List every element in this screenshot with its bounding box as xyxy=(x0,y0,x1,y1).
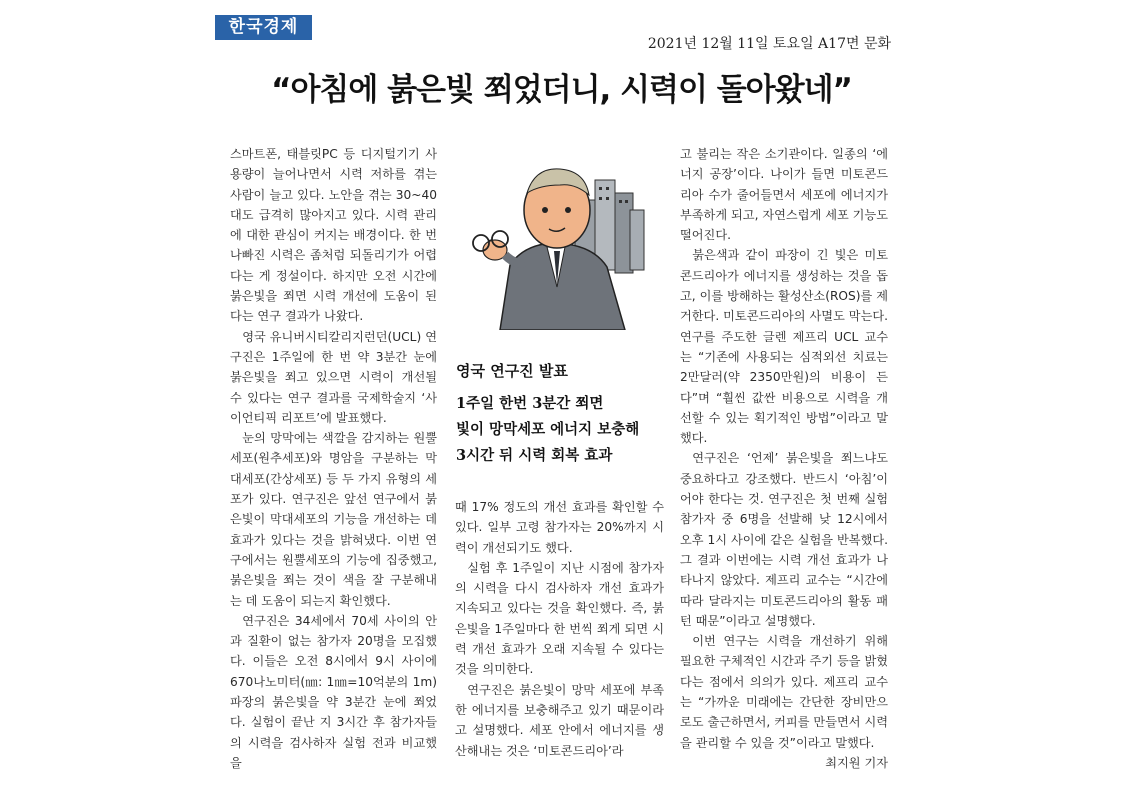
byline: 최지원 기자 xyxy=(825,755,888,770)
headline: “아침에 붉은빛 쬐었더니, 시력이 돌아왔네” xyxy=(271,72,852,108)
paragraph: 영국 유니버시티칼리지런던(UCL) 연구진은 1주일에 한 번 약 3분간 눈에 붉은빛을 쬐고 있으면 시력이 개선될 수 있다는 연구 결과를 국제학술지 ‘사이언티픽 리포트’에 발표했다. xyxy=(230,329,437,425)
article-column-2 xyxy=(455,497,664,761)
illustration-image xyxy=(465,155,645,330)
article-column-3 xyxy=(680,144,888,773)
subheadline xyxy=(456,360,666,469)
subhead-line: 1주일 한번 3분간 쬐면 xyxy=(456,395,604,412)
paragraph: 고 불리는 작은 소기관이다. 일종의 ‘에너지 공장’이다. 나이가 들면 미토콘드리아 수가 줄어들면서 세포에 에너지가 부족하게 되고, 자연스럽게 세포 기능도 떨어진다. xyxy=(680,147,888,243)
paragraph: 연구진은 34세에서 70세 사이의 안과 질환이 없는 참가자 20명을 모집했다. 이들은 오전 8시에서 9시 사이에 670나노미터(㎚: 1㎚=10억분의 1m) 파장의 붉은빛을 약 3분간 눈에 쬐었다. 실험이 끝난 지 3시간 후 참가자들의 시력을 검사하자 실험 전과 비교했을 xyxy=(230,613,437,770)
paragraph: 이번 연구는 시력을 개선하기 위해 필요한 구체적인 시간과 주기 등을 밝혔다는 점에서 의의가 있다. 제프리 교수는 “가까운 미래에는 간단한 장비만으로도 출근하면서, 커피를 만들면서 시력을 관리할 수 있을 것”이라고 말했다. xyxy=(680,634,888,750)
subhead-line: 빛이 망막세포 에너지 보충해 xyxy=(456,421,640,438)
paragraph: 눈의 망막에는 색깔을 감지하는 원뿔세포(원추세포)와 명암을 구분하는 막대세포(간상세포) 등 두 가지 유형의 세포가 있다. 연구진은 앞선 연구에서 붉은빛이 막대세포의 기능을 개선하는 데 효과가 있다는 것을 밝혀냈다. 이번 연구에서는 원뿔세포의 기능에 집중했고, 붉은빛을 쬐는 것이 색을 잘 구분해내는 데 도움이 되는지 확인했다. xyxy=(230,431,437,608)
subhead-line: 3시간 뒤 시력 회복 효과 xyxy=(456,447,613,464)
article-column-1 xyxy=(230,144,437,773)
dateline: 2021년 12월 11일 토요일 A17면 문화 xyxy=(647,36,891,52)
paragraph: 연구진은 ‘언제’ 붉은빛을 쬐느냐도 중요하다고 강조했다. 반드시 ‘아침’이어야 한다는 것. 연구진은 첫 번째 실험 참가자 중 6명을 선발해 낮 12시에서 오후 1시 사이에 같은 실험을 반복했다. 그 결과 이번에는 시력 개선 효과가 나타나지 않았다. 제프리 교수는 “시간에 따라 달라지는 미토콘드리아의 활동 패턴 때문”이라고 설명했다. xyxy=(680,451,888,628)
paragraph: 스마트폰, 태블릿PC 등 디지털기기 사용량이 늘어나면서 시력 저하를 겪는 사람이 늘고 있다. 노안을 겪는 30~40대도 급격히 많아지고 있다. 시력 관리에 대한 관심이 커지는 배경이다. 한 번 나빠진 시력은 좀처럼 되돌리기가 어렵다는 게 정설이다. 하지만 오전 시간에 붉은빛을 쬐면 시력 개선에 도움이 된다는 연구 결과가 나왔다. xyxy=(230,147,437,324)
paragraph: 연구진은 붉은빛이 망막 세포에 부족한 에너지를 보충해주고 있기 때문이라고 설명했다. 세포 안에서 에너지를 생산해내는 것은 ‘미토콘드리아’라 xyxy=(455,682,664,758)
paragraph: 붉은색과 같이 파장이 긴 빛은 미토콘드리아가 에너지를 생성하는 것을 돕고, 이를 방해하는 활성산소(ROS)를 제거한다. 미토콘드리아의 사멸도 막는다. 연구를 주도한 글렌 제프리 UCL 교수는 “기존에 사용되는 심적외선 치료는 2만달러(약 2350만원)의 비용이 든다”며 “훨씬 값싼 비용으로 시력을 개선할 수 있는 획기적인 방법”이라고 말했다. xyxy=(680,248,888,446)
paragraph: 때 17% 정도의 개선 효과를 확인할 수 있다. 일부 고령 참가자는 20%까지 시력이 개선되기도 했다. xyxy=(455,500,664,555)
masthead-logo: 한국경제 xyxy=(215,15,312,40)
paragraph: 실험 후 1주일이 지난 시점에 참가자의 시력을 다시 검사하자 개선 효과가 지속되고 있다는 것을 확인했다. 즉, 붉은빛을 1주일마다 한 번씩 쬐게 되면 시력 개선 효과가 오래 지속될 수 있다는 것을 의미한다. xyxy=(455,560,664,677)
subhead-kicker: 영국 연구진 발표 xyxy=(456,362,568,380)
